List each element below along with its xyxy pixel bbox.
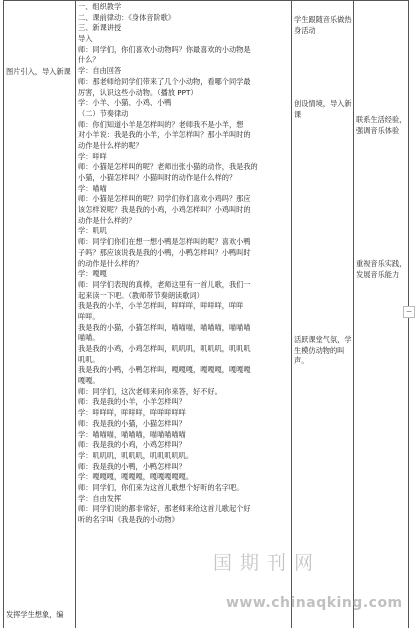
process-line: 叽叽。 xyxy=(78,354,100,364)
process-line: 学：咩咩咩，咩咩咩，咩咩咩咩咩 xyxy=(78,408,186,418)
process-line: 我是我的小鸭，小鸭怎样叫，嘎嘎嘎，嘎嘎嘎，嘎嘎嘎 xyxy=(78,365,251,375)
design-intent-column xyxy=(354,1,409,628)
process-line: 师：那老师给同学们带来了几个小动物，看哪个同学最 xyxy=(78,76,251,86)
process-line: 学：嘎嘎 xyxy=(78,269,107,279)
process-line: 师：同学们你们在想一想小鸭是怎样叫的呢？喜欢小鸭 xyxy=(78,237,251,247)
process-line: 三、新课讲授 xyxy=(78,23,122,33)
process-line: 学：小羊、小猫、小鸡、小鸭 xyxy=(78,98,172,108)
process-line: 二、课前律动：《身体音阶歌》 xyxy=(78,12,176,22)
process-line: 对小羊说：我是我的小羊，小羊怎样叫？那小羊叫时的 xyxy=(78,130,251,140)
lesson-plan-table xyxy=(3,0,409,628)
watermark-url: www.chinaqking.com xyxy=(226,595,403,611)
process-line: 咩咩。 xyxy=(78,311,100,321)
process-line: 师：我是我的小鸡，小鸡怎样叫？ xyxy=(78,440,186,450)
process-line: 师：小猫是怎样叫的呢？同学们你们喜欢小鸡吗？那应 xyxy=(78,194,251,204)
table-row xyxy=(4,1,409,628)
intent-experience: 联系生活经验，强调音乐体验 xyxy=(356,115,407,135)
student-activity-column xyxy=(292,1,354,628)
process-line: 师：同学们，你们喜欢小动物吗？你最喜欢的小动物是 xyxy=(78,44,251,54)
process-line: 动作是什么样的？ xyxy=(78,215,136,225)
process-line: 师：小猫是怎样叫的呢？老师出张小猫的动作，我是我的 xyxy=(78,162,258,172)
process-line: 一、组织教学 xyxy=(78,2,122,11)
process-line: 学：叽叽 xyxy=(78,226,107,236)
process-line: 起来读一下吧。（教师带节奏朗读歌词） xyxy=(78,290,204,300)
stage-lower-text: 发挥学生想象，编 xyxy=(6,610,64,619)
process-line: 动作是什么样的呢？ xyxy=(78,140,143,150)
process-line: 小猫，小猫怎样叫？小猫叫时的动作是什么样的？ xyxy=(78,173,237,182)
process-line: 师：你们知道小羊是怎样叫的？老师我不是小羊，想 xyxy=(78,119,244,129)
process-line: 学：喵喵 xyxy=(78,183,107,193)
process-line: 师：我是我的小猫，小猫怎样叫？ xyxy=(78,418,186,428)
process-line: （二）节奏律动 xyxy=(78,108,129,118)
stage-column xyxy=(4,1,76,628)
process-line: 什么？ xyxy=(78,55,100,65)
activity-imitate: 活跃课堂气氛，学生模仿动物的叫声。 xyxy=(294,335,352,366)
process-line: 学：喵喵喵，喵喵喵，喵喵喵喵喵 xyxy=(78,429,186,439)
process-line: 我是我的小猫，小猫怎样叫，喵喵喵，喵喵喵，喵喵喵 xyxy=(78,322,251,332)
process-line: 我是我的小鸡，小鸡怎样叫，叽叽叽，叽叽叽，叽叽叽 xyxy=(78,344,251,353)
process-line: 师：我是我的小鸭，小鸭怎样叫？ xyxy=(78,461,186,471)
process-line: 嘎嘎。 xyxy=(78,376,100,386)
process-line: 导入 xyxy=(78,34,93,44)
process-line: 学：咩咩 xyxy=(78,151,107,161)
process-line: 子吗？那应该说我是我的小鸭，小鸭怎样叫？小鸭叫时 xyxy=(78,247,251,257)
process-line: 听的名字叫《我是我的小动物》 xyxy=(78,515,179,524)
watermark-cn: 国期刊网 xyxy=(213,552,322,574)
stage-upper-text: 图片引入，导入新课 xyxy=(6,67,71,76)
process-line: 师：同学们，这次老师来问你来答，好不好。 xyxy=(78,386,222,396)
collapse-marker[interactable]: − xyxy=(403,306,415,318)
teaching-process-text xyxy=(78,2,289,526)
process-line: 学：嘎嘎嘎，嘎嘎嘎，嘎嘎嘎嘎嘎。 xyxy=(78,472,194,482)
process-line: 师：同学们说的都非常好，那老师来给这首儿歌起个好 xyxy=(78,504,251,514)
process-line: 厉害，认识这些小动物。（播放 PPT） xyxy=(78,87,198,97)
activity-warmup: 学生跟随音乐做热身活动 xyxy=(294,15,352,35)
teaching-process-column xyxy=(76,1,292,628)
process-line: 的动作是什么样的？ xyxy=(78,258,143,268)
process-line: 该怎样说呢？我是我的小鸡，小鸡怎样叫？小鸡叫时的 xyxy=(78,205,251,215)
process-line: 喵喵。 xyxy=(78,333,100,343)
process-line: 学：自由发挥 xyxy=(78,493,122,503)
process-line: 学：自由回答 xyxy=(78,66,122,76)
intent-practice: 重视音乐实践，发展音乐能力 xyxy=(356,259,407,279)
activity-situation: 创设情境，导入新课 xyxy=(294,99,352,119)
process-line: 师：同学们，你们来为这首儿歌想个好听的名字吧。 xyxy=(78,482,244,492)
process-line: 学：叽叽叽，叽叽叽，叽叽叽叽叽。 xyxy=(78,450,194,460)
process-line: 我是我的小羊，小羊怎样叫，咩咩咩，咩咩咩，咩咩 xyxy=(78,301,244,311)
process-line: 师：我是我的小羊，小羊怎样叫？ xyxy=(78,397,186,407)
process-line: 师：同学们表现的真棒，老师这里有一首儿歌，我们一 xyxy=(78,279,251,289)
